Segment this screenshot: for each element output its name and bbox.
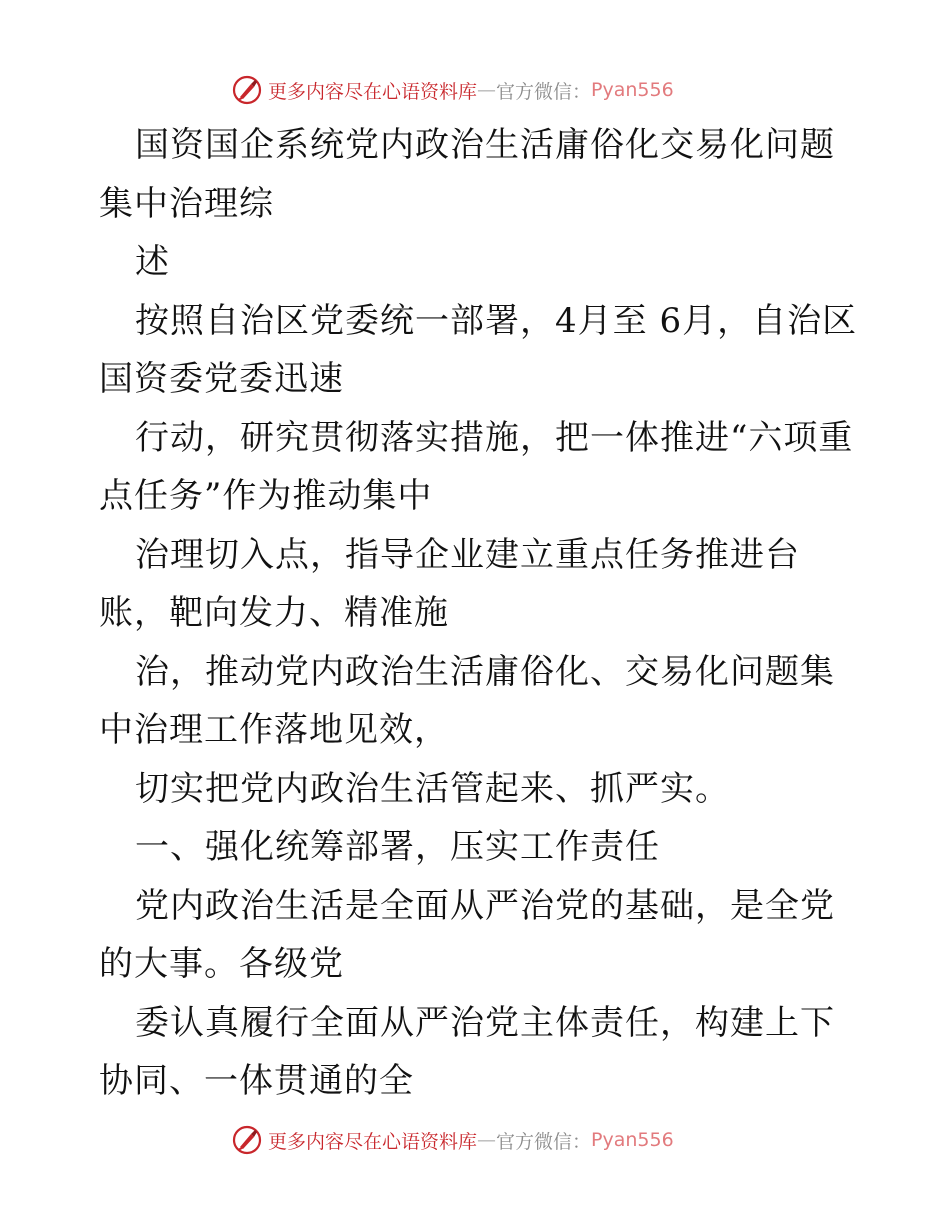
watermark-contact-label: 官方微信： [496, 1130, 592, 1153]
body-paragraph: 治理切入点，指导企业建立重点任务推进台账，靶向发力、精准施 [99, 534, 800, 633]
header-watermark [232, 73, 674, 107]
document-title-continuation: 述 [135, 242, 170, 282]
body-paragraph: 行动，研究贯彻落实措施，把一体推进“六项重点任务”作为推动集中 [99, 417, 854, 516]
body-paragraph: 按照自治区党委统一部署，4月至 6月，自治区国资委党委迅速 [99, 300, 858, 399]
document-title: 国资国企系统党内政治生活庸俗化交易化问题集中治理综 [99, 125, 835, 224]
quill-pen-logo-icon [232, 1125, 262, 1155]
document-body [99, 116, 859, 1111]
section-heading: 一、强化统筹部署，压实工作责任 [135, 827, 660, 867]
watermark-contact-handle: Pyan556 [591, 1129, 674, 1151]
watermark-contact-handle: Pyan556 [591, 79, 674, 101]
body-paragraph: 委认真履行全面从严治党主体责任，构建上下协同、一体贯通的全 [99, 1002, 835, 1101]
quill-pen-logo-icon [232, 75, 262, 105]
body-paragraph: 治，推动党内政治生活庸俗化、交易化问题集中治理工作落地见效， [99, 651, 835, 750]
footer-watermark [232, 1123, 674, 1157]
watermark-contact-label: 官方微信： [496, 80, 592, 103]
watermark-separator: — [477, 1129, 497, 1151]
watermark-brand-text: 更多内容尽在心语资料库 [268, 80, 478, 103]
body-paragraph: 党内政治生活是全面从严治党的基础，是全党的大事。各级党 [99, 885, 835, 984]
watermark-separator: — [477, 79, 497, 101]
watermark-brand-text: 更多内容尽在心语资料库 [268, 1130, 478, 1153]
body-paragraph: 切实把党内政治生活管起来、抓严实。 [135, 768, 730, 809]
